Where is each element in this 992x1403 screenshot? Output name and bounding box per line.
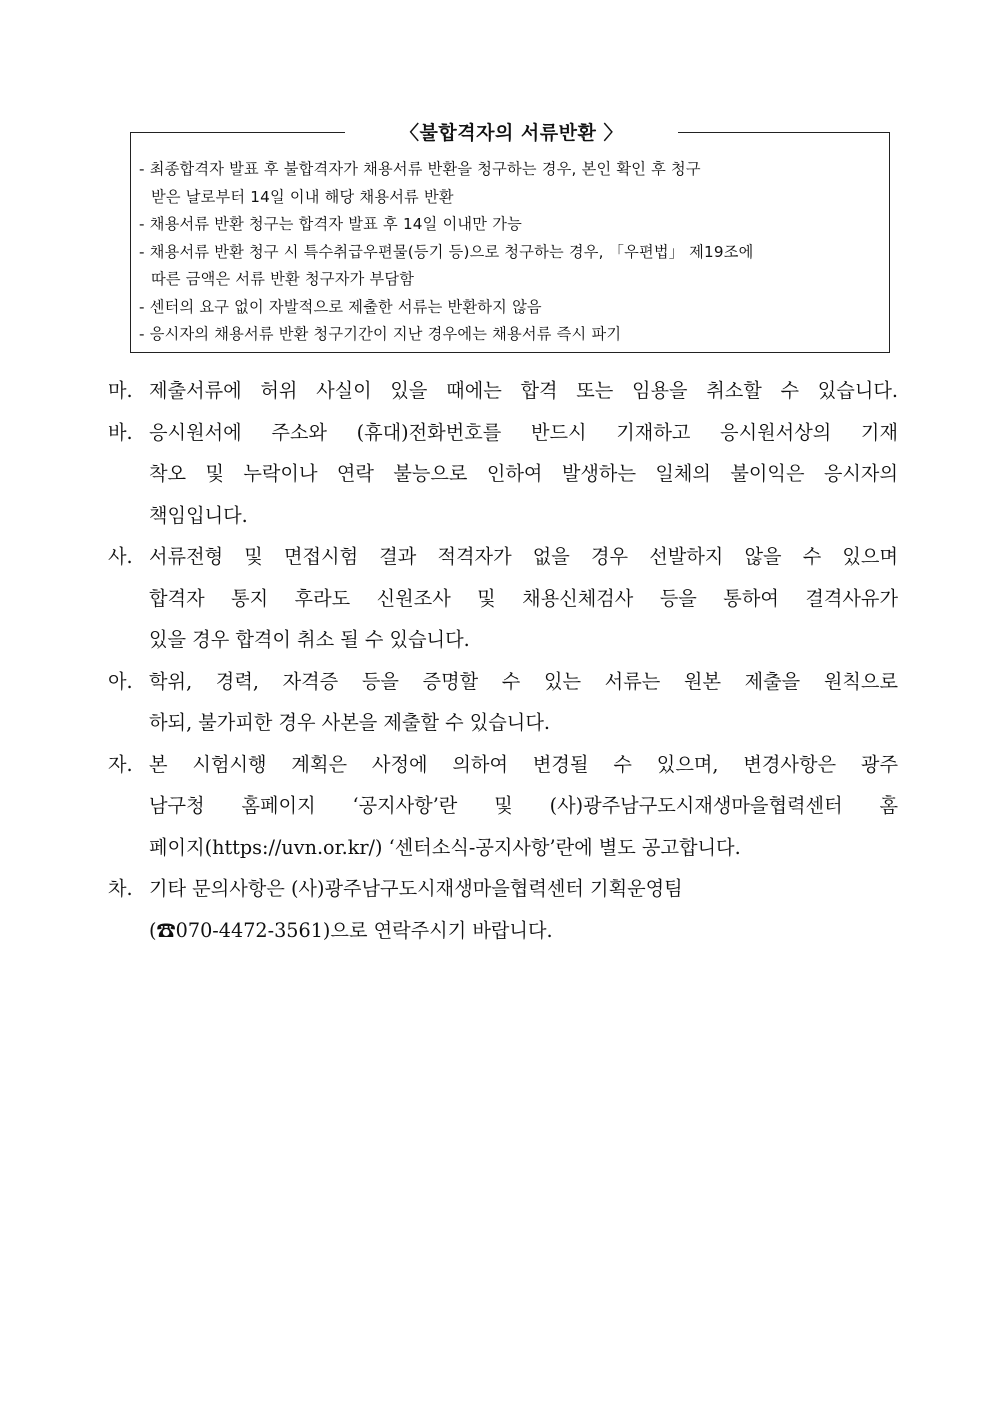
notice-item-line: - 센터의 요구 없이 자발적으로 제출한 서류는 반환하지 않음 (139, 297, 542, 316)
guideline-list (108, 370, 898, 951)
guideline-line: 있을 경우 합격이 취소 될 수 있습니다. (149, 628, 470, 651)
guideline-line: 기타 문의사항은 (사)광주남구도시재생마을협력센터 기획운영팀 (149, 877, 683, 900)
guideline-marker: 자. (108, 752, 133, 776)
guideline-line: 서류전형 및 면접시험 결과 적격자가 없을 경우 선발하지 않을 수 있으며 (149, 545, 898, 568)
notice-item (139, 239, 879, 294)
guideline-marker: 마. (108, 379, 133, 402)
guideline-marker: 사. (108, 545, 133, 568)
notice-box-title: 〈불합격자의 서류반환 〉 (345, 118, 678, 148)
notice-item (139, 211, 879, 239)
guideline-item (108, 412, 898, 537)
guideline-line: 본 시험시행 계획은 사정에 의하여 변경될 수 있으며, 변경사항은 광주 (149, 752, 898, 776)
guideline-marker: 바. (108, 420, 133, 444)
notice-item-line: 따른 금액은 서류 반환 청구자가 부담함 (151, 270, 415, 288)
guideline-item (108, 661, 898, 744)
guideline-line: 학위, 경력, 자격증 등을 증명할 수 있는 서류는 원본 제출을 원칙으로 (149, 669, 898, 693)
notice-item-line: - 응시자의 채용서류 반환 청구기간이 지난 경우에는 채용서류 즉시 파기 (139, 325, 622, 343)
guideline-marker: 아. (108, 669, 133, 693)
notice-item-line: - 최종합격자 발표 후 불합격자가 채용서류 반환을 청구하는 경우, 본인 확인 후 청구 (139, 160, 701, 178)
notice-item (139, 156, 879, 211)
notice-box-list (139, 156, 879, 349)
guideline-line: 제출서류에 허위 사실이 있을 때에는 합격 또는 임용을 취소할 수 있습니다. (149, 379, 898, 402)
guideline-line: 책임입니다. (149, 503, 248, 527)
guideline-line: 합격자 통지 후라도 신원조사 및 채용신체검사 등을 통하여 결격사유가 (149, 586, 898, 610)
guideline-line: (☎070-4472-3561)으로 연락주시기 바랍니다. (149, 918, 553, 942)
guideline-item (108, 744, 898, 869)
guideline-item (108, 868, 898, 951)
notice-item-line: 받은 날로부터 14일 이내 해당 채용서류 반환 (151, 187, 454, 206)
notice-item (139, 294, 879, 322)
guideline-marker: 차. (108, 877, 133, 900)
guideline-line: 착오 및 누락이나 연락 불능으로 인하여 발생하는 일체의 불이익은 응시자의 (149, 462, 898, 485)
notice-item-line: - 채용서류 반환 청구는 합격자 발표 후 14일 이내만 가능 (139, 215, 522, 233)
notice-item (139, 321, 879, 349)
guideline-line: 하되, 불가피한 경우 사본을 제출할 수 있습니다. (149, 711, 550, 734)
guideline-line: 페이지(https://uvn.or.kr/) ‘센터소식-공지사항’란에 별도 공고합니다. (149, 835, 741, 859)
notice-item-line: - 채용서류 반환 청구 시 특수취급우편물(등기 등)으로 청구하는 경우, 「우편법」 제19조에 (139, 242, 754, 261)
guideline-line: 남구청 홈페이지 ‘공지사항’란 및 (사)광주남구도시재생마을협력센터 홈 (149, 794, 898, 817)
guideline-item (108, 536, 898, 661)
guideline-line: 응시원서에 주소와 (휴대)전화번호를 반드시 기재하고 응시원서상의 기재 (149, 420, 898, 444)
guideline-item (108, 370, 898, 412)
